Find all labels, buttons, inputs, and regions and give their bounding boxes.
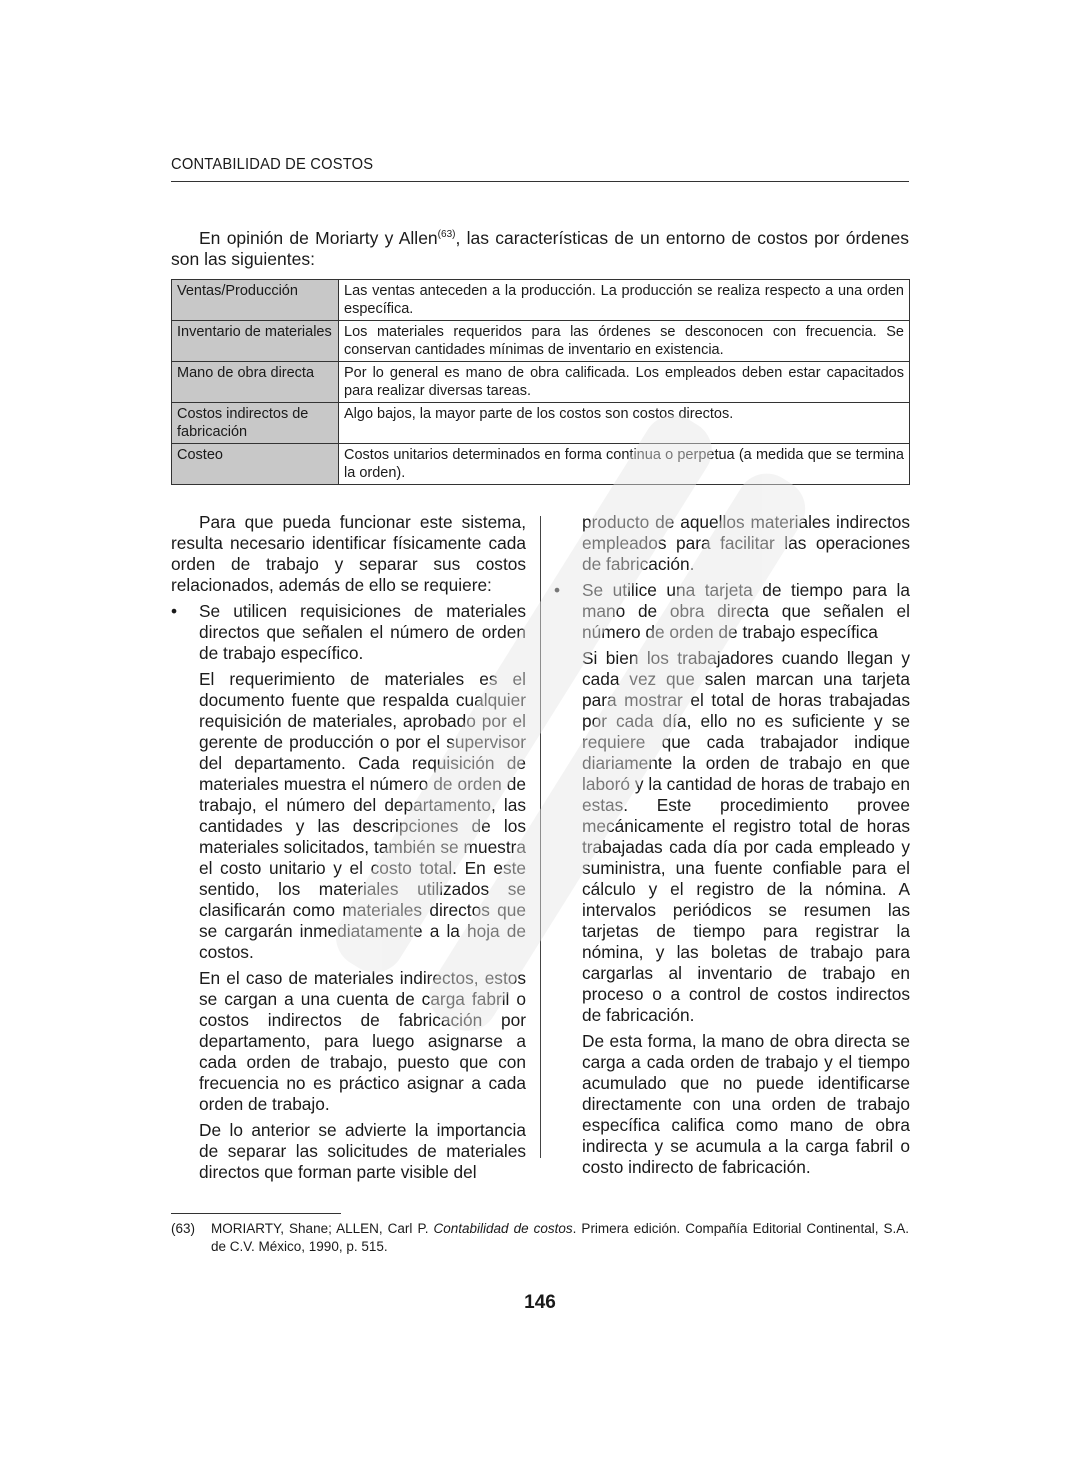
row-value: Por lo general es mano de obra calificada. Los empleados deben estar capacitados para realizar diversas tareas. <box>339 362 910 403</box>
footnote-text <box>211 1220 909 1256</box>
footnote-ref[interactable]: (63) <box>437 229 456 240</box>
row-key: Inventario de materiales <box>172 321 339 362</box>
footnote-rest: . Primera edición. Compañía Editorial Continental, S.A. de C.V. México, 1990, p. 515. <box>211 1221 909 1254</box>
row-key: Ventas/Producción <box>172 280 339 321</box>
paragraph: Si bien los trabajadores cuando llegan y cada vez que salen marcan una tarjeta para mostrar el total de horas trabajadas por cada día, ello no es suficiente y se requiere que cada trabajador indique diariamente la orden de trabajo en que laboró y la cantidad de horas de trabajo en estas. Este procedimiento provee mecánicamente el registro total de horas trabajadas cada día por cada empleado y suministra, una fuente confiable para el cálculo y el registro de la nómina. A intervalos periódicos se resumen las tarjetas de tiempo para registrar la nómina, y las boletas de trabajo para cargarlas al inventario de trabajo en proceso o a control de costos indirectos de fabricación. <box>582 648 910 1025</box>
bullet-item <box>171 601 526 664</box>
running-header: CONTABILIDAD DE COSTOS <box>171 156 374 173</box>
table-row <box>172 321 910 362</box>
row-key: Costos indirectos de fabricación <box>172 403 339 444</box>
row-value: Costos unitarios determinados en forma continua o perpetua (a medida que se termina la orden). <box>339 444 910 485</box>
footnote-title: Contabilidad de costos <box>433 1221 573 1236</box>
bullet-text: Se utilice una tarjeta de tiempo para la mano de obra directa que señalen el número de orden de trabajo específica <box>582 580 910 642</box>
paragraph: producto de aquellos materiales indirectos empleados para facilitar las operaciones de fabricación. <box>582 512 910 574</box>
footnote <box>171 1220 909 1256</box>
row-key: Mano de obra directa <box>172 362 339 403</box>
paragraph: En el caso de materiales indirectos, estos se cargan a una cuenta de carga fabril o costos indirectos de fabricación por departamento, para luego asignarse a cada orden de trabajo, puesto que con frecuencia no es práctico asignar a cada orden de trabajo. <box>199 968 526 1114</box>
paragraph: Para que pueda funcionar este sistema, resulta necesario identificar físicamente cada orden de trabajo y separar sus costos relacionados, además de ello se requiere: <box>171 512 526 595</box>
table-row <box>172 403 910 444</box>
footnote-rule <box>171 1213 341 1214</box>
intro-text: En opinión de Moriarty y Allen <box>199 227 438 248</box>
row-value: Las ventas anteceden a la producción. La producción se realiza respecto a una orden específica. <box>339 280 910 321</box>
table-row <box>172 444 910 485</box>
header-rule <box>171 181 909 182</box>
footnote-number: (63) <box>171 1221 196 1236</box>
characteristics-table <box>171 279 910 485</box>
page-number: 146 <box>524 1292 556 1313</box>
row-key: Costeo <box>172 444 339 485</box>
bullet-icon: • <box>554 580 561 600</box>
table-row <box>172 280 910 321</box>
footnote-authors: MORIARTY, Shane; ALLEN, Carl P. <box>211 1221 434 1236</box>
left-column <box>171 512 526 1188</box>
column-divider <box>540 516 541 1158</box>
row-value: Algo bajos, la mayor parte de los costos son costos directos. <box>339 403 910 444</box>
bullet-icon: • <box>171 601 178 621</box>
bullet-item <box>554 580 910 643</box>
paragraph: De lo anterior se advierte la importancia de separar las solicitudes de materiales directos que forman parte visible del <box>199 1120 526 1182</box>
paragraph: De esta forma, la mano de obra directa se carga a cada orden de trabajo y el tiempo acumulado que no puede identificarse directamente con una orden de trabajo específica califica como mano de obra indirecta y se acumula a la carga fabril o costo indirecto de fabricación. <box>582 1031 910 1177</box>
row-value: Los materiales requeridos para las órdenes se desconocen con frecuencia. Se conservan cantidades mínimas de inventario en existencia. <box>339 321 910 362</box>
intro-text-cont: , las características de un entorno de costos por órdenes son las siguientes: <box>171 227 909 269</box>
right-column <box>554 512 910 1183</box>
intro-paragraph <box>171 224 909 270</box>
bullet-text: Se utilicen requisiciones de materiales directos que señalen el número de orden de trabajo específico. <box>199 601 526 663</box>
table-row <box>172 362 910 403</box>
paragraph: El requerimiento de materiales es el documento fuente que respalda cualquier requisición de materiales, aprobado por el gerente de producción o por el supervisor del departamento. Cada requisición de materiales muestra el número de orden de trabajo, el número del departamento, las cantidades y las descripciones de los materiales solicitados, también se muestra el costo unitario y el costo total. En este sentido, los materiales utilizados se clasificarán como materiales directos que se cargarán inmediatamente a la hoja de costos. <box>199 669 526 962</box>
